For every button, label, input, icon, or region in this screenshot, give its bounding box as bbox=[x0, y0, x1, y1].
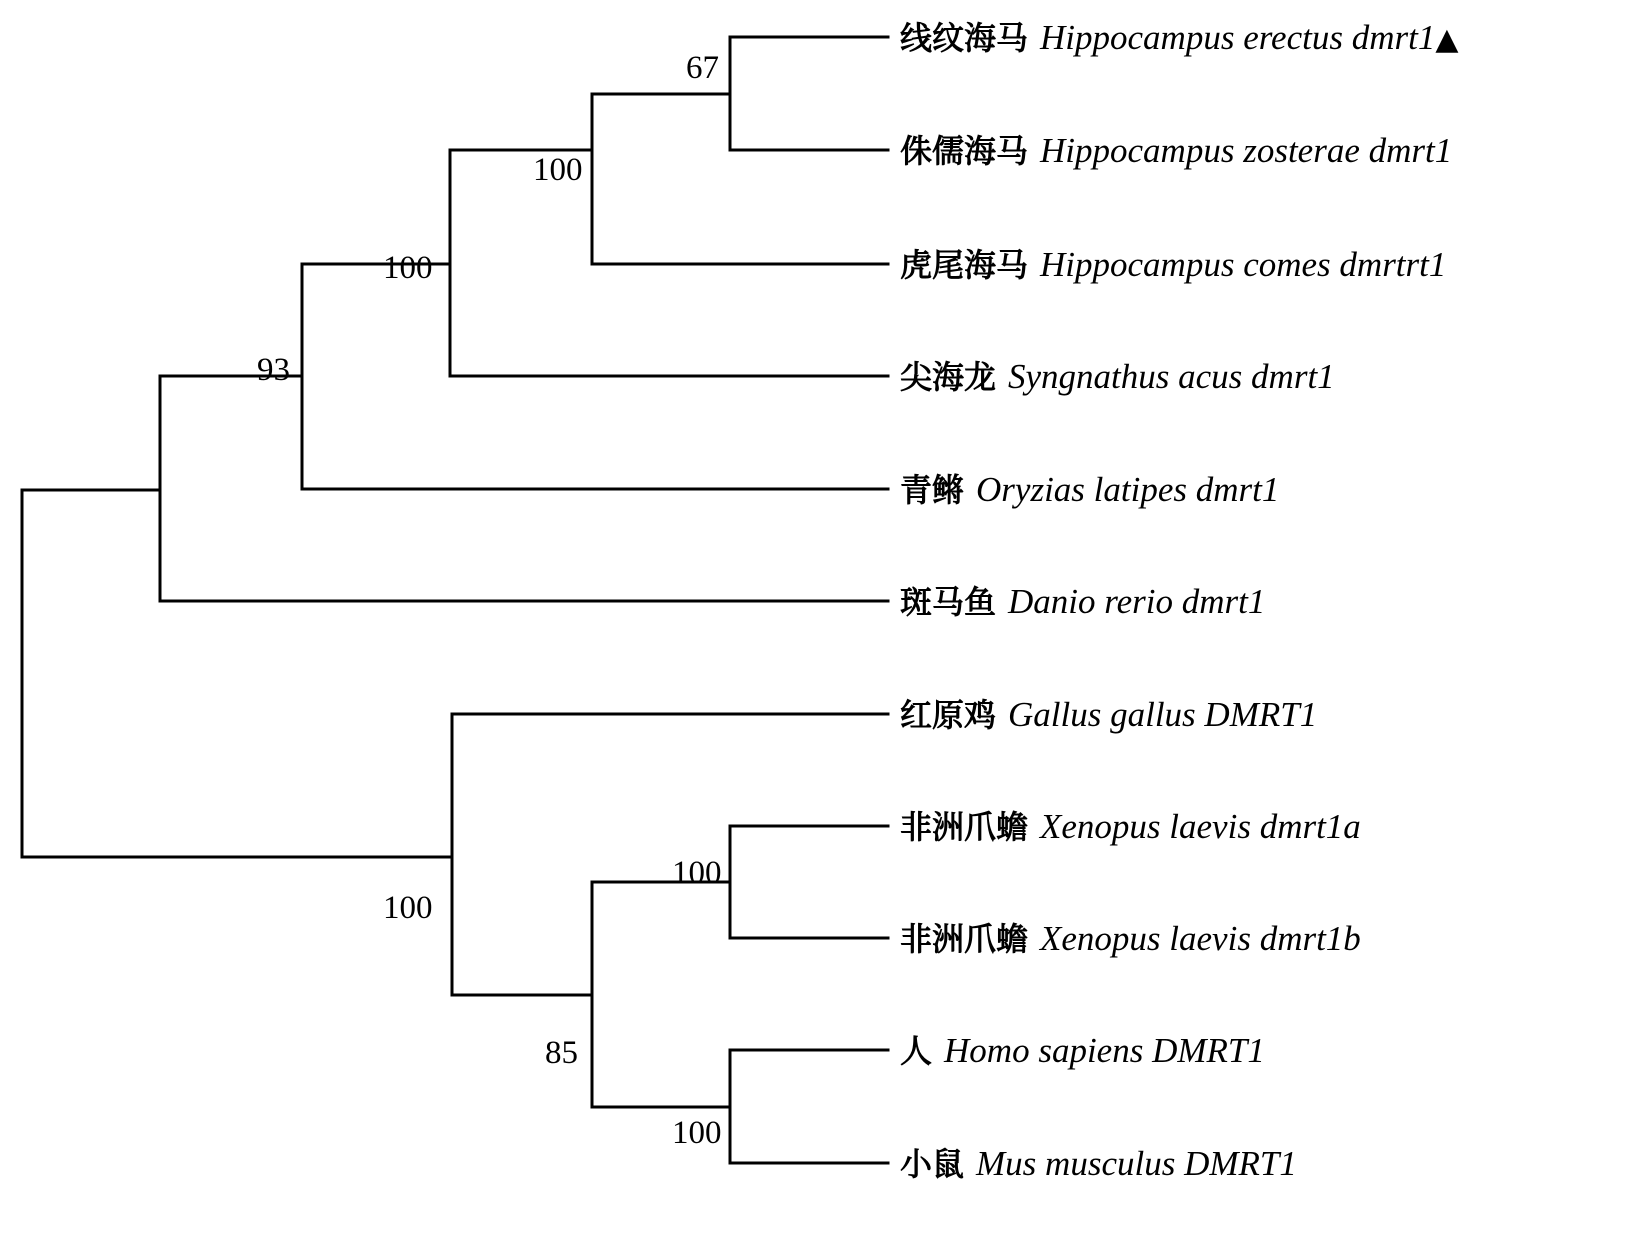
taxon-chinese-name: 青鳉 bbox=[900, 471, 965, 509]
taxon-label bbox=[900, 472, 1279, 508]
taxon-chinese-name: 线纹海马 bbox=[900, 19, 1029, 57]
taxon-scientific-name: Mus musculus DMRT1 bbox=[976, 1144, 1297, 1183]
taxon-scientific-name: Oryzias latipes dmrt1 bbox=[976, 470, 1280, 509]
taxon-label bbox=[900, 921, 1361, 957]
taxon-label bbox=[900, 584, 1265, 620]
taxon-chinese-name: 尖海龙 bbox=[900, 358, 997, 396]
taxon-scientific-name: Xenopus laevis dmrt1a bbox=[1040, 807, 1361, 846]
taxon-chinese-name: 虎尾海马 bbox=[900, 246, 1029, 284]
bootstrap-support-value: 100 bbox=[383, 890, 433, 926]
taxon-label bbox=[900, 20, 1458, 56]
taxon-label bbox=[900, 359, 1335, 395]
taxon-scientific-name: Hippocampus erectus dmrt1 bbox=[1040, 18, 1436, 57]
taxon-chinese-name: 小鼠 bbox=[900, 1145, 965, 1183]
taxon-label bbox=[900, 1033, 1265, 1069]
taxon-chinese-name: 非洲爪蟾 bbox=[900, 920, 1029, 958]
taxon-scientific-name: Syngnathus acus dmrt1 bbox=[1008, 357, 1335, 396]
taxon-label bbox=[900, 247, 1446, 283]
bootstrap-support-value: 100 bbox=[672, 1115, 722, 1151]
highlight-marker-icon: ▲ bbox=[1435, 22, 1459, 57]
bootstrap-support-value: 67 bbox=[686, 50, 719, 86]
taxon-label bbox=[900, 809, 1361, 845]
taxon-scientific-name: Gallus gallus DMRT1 bbox=[1008, 695, 1318, 734]
taxon-scientific-name: Xenopus laevis dmrt1b bbox=[1040, 919, 1361, 958]
bootstrap-support-value: 93 bbox=[257, 352, 290, 388]
taxon-chinese-name: 红原鸡 bbox=[900, 696, 997, 734]
bootstrap-support-value: 100 bbox=[533, 152, 583, 188]
bootstrap-support-value: 85 bbox=[545, 1035, 578, 1071]
taxon-chinese-name: 人 bbox=[900, 1032, 933, 1070]
bootstrap-support-value: 100 bbox=[672, 855, 722, 891]
taxon-chinese-name: 侏儒海马 bbox=[900, 132, 1029, 170]
bootstrap-support-value: 100 bbox=[383, 250, 433, 286]
taxon-scientific-name: Homo sapiens DMRT1 bbox=[944, 1031, 1265, 1070]
taxon-chinese-name: 斑马鱼 bbox=[900, 583, 997, 621]
taxon-scientific-name: Hippocampus comes dmrtrt1 bbox=[1040, 245, 1447, 284]
taxon-label bbox=[900, 133, 1452, 169]
taxon-label bbox=[900, 697, 1317, 733]
taxon-label bbox=[900, 1146, 1297, 1182]
taxon-scientific-name: Hippocampus zosterae dmrt1 bbox=[1040, 131, 1453, 170]
taxon-chinese-name: 非洲爪蟾 bbox=[900, 808, 1029, 846]
taxon-scientific-name: Danio rerio dmrt1 bbox=[1008, 582, 1266, 621]
